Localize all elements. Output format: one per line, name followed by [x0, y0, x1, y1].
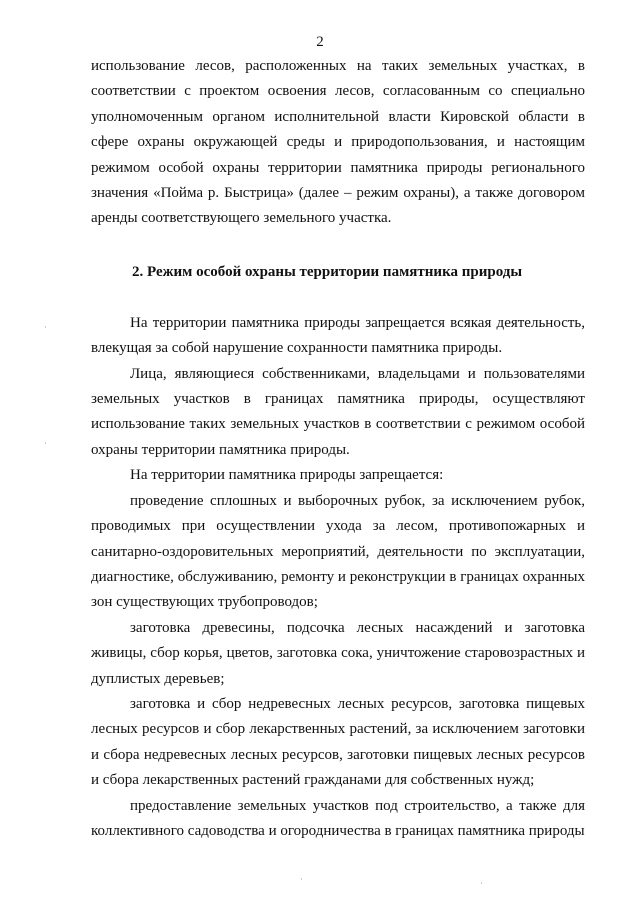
- list-item-land-allocation: предоставление земельных участков под строительство, а также для коллективного садоводства и огородничества в границах памятника природы: [91, 797, 585, 839]
- paragraph-continuation: использование лесов, расположенных на таких земельных участках, в соответствии с проектом освоения лесов, согласованным со специально уполномоченным органом исполнительной власти Кировской области в сфере охраны окружающей среды и природопользования, и настоящим режимом особой охраны территории памятника природы регионального значения «Пойма р. Быстрица» (далее – режим охраны), а также договором аренды соответствующего земельного участка.: [91, 58, 585, 227]
- list-item-logging: проведение сплошных и выборочных рубок, за исключением рубок, проводимых при осуществлении ухода за лесом, противопожарных и санитарно-оздоровительных мероприятий, деятельности по эксплуатации, диагностике, обслуживанию, ремонту и реконструкции в границах охранных зон существующих трубопроводов;: [91, 492, 585, 611]
- document-body: [91, 54, 585, 844]
- paragraph-prohibition-general: На территории памятника природы запрещается всякая деятельность, влекущая за собой нарушение сохранности памятника природы.: [91, 314, 585, 357]
- list-item-non-timber: заготовка и сбор недревесных лесных ресурсов, заготовка пищевых лесных ресурсов и сбор лекарственных растений, за исключением заготовки и сбора недревесных лесных ресурсов, заготовки пищевых лесных ресурсов и сбора лекарственных растений гражданами для собственных нужд;: [91, 695, 585, 789]
- scan-speck: ·: [300, 874, 303, 884]
- section-heading: 2. Режим особой охраны территории памятника природы: [132, 263, 523, 280]
- paragraph-prohibited-intro: На территории памятника природы запрещается:: [130, 467, 444, 484]
- scan-speck: ·: [44, 438, 47, 448]
- scan-speck: ·: [480, 878, 483, 888]
- page-number: 2: [316, 34, 324, 50]
- paragraph-land-users: Лица, являющиеся собственниками, владельцами и пользователями земельных участков в границах памятника природы, осуществляют использование таких земельных участков в соответствии с режимом особой охраны территории памятника природы.: [91, 365, 585, 458]
- scan-speck: ·: [44, 322, 47, 332]
- list-item-timber: заготовка древесины, подсочка лесных насаждений и заготовка живицы, сбор корья, цветов, заготовка сока, уничтожение старовозрастных и дуплистых деревьев;: [91, 619, 585, 687]
